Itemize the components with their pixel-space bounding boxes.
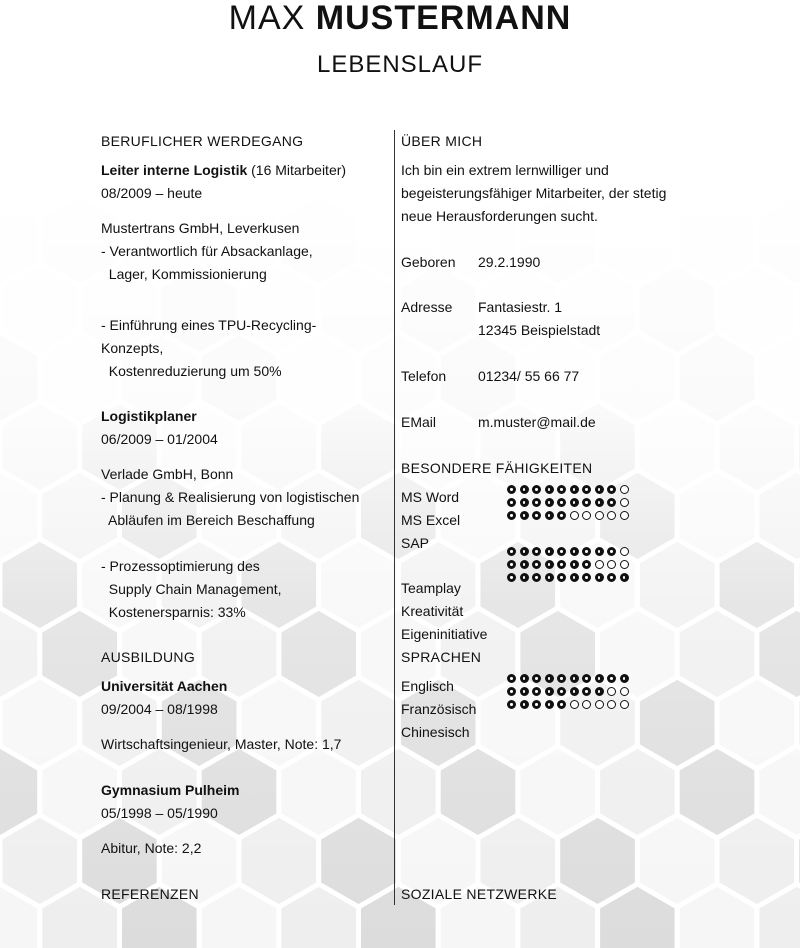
rating-dot-empty	[620, 700, 629, 709]
email-label: EMail	[401, 414, 437, 430]
email-value: m.muster@mail.de	[478, 414, 596, 430]
rating-dot-filled	[532, 687, 541, 696]
skill-rating	[507, 573, 637, 585]
full-name	[0, 0, 800, 38]
rating-dot-filled	[520, 687, 529, 696]
job1-title-line	[101, 161, 346, 179]
rating-dot-filled	[507, 547, 516, 556]
rating-dot-filled	[582, 674, 591, 683]
rating-dot-empty	[607, 700, 616, 709]
rating-dot-filled	[532, 674, 541, 683]
language-name: Chinesisch	[401, 724, 470, 740]
social-heading: SOZIALE NETZWERKE	[401, 886, 558, 902]
rating-dot-empty	[620, 485, 629, 494]
skill-rating	[507, 560, 637, 572]
rating-dot-filled	[507, 485, 516, 494]
rating-dot-filled	[532, 498, 541, 507]
rating-dot-filled	[507, 573, 516, 582]
language-rating	[507, 687, 637, 699]
language-rating	[507, 700, 637, 712]
rating-dot-filled	[520, 674, 529, 683]
rating-dot-empty	[595, 700, 604, 709]
rating-dot-empty	[582, 700, 591, 709]
school1-period: 09/2004 – 08/1998	[101, 701, 218, 717]
rating-dot-filled	[620, 573, 629, 582]
languages-heading: SPRACHEN	[401, 649, 482, 665]
language-rating	[507, 674, 637, 686]
born-label: Geboren	[401, 254, 456, 270]
job1-period: 08/2009 – heute	[101, 185, 203, 201]
school2-period: 05/1998 – 05/1990	[101, 805, 218, 821]
job1-line: - Einführung eines TPU-Recycling-	[101, 317, 317, 333]
rating-dot-empty	[582, 511, 591, 520]
rating-dot-filled	[532, 547, 541, 556]
job1-team: (16 Mitarbeiter)	[247, 162, 347, 178]
career-heading: BERUFLICHER WERDEGANG	[101, 133, 304, 149]
rating-dot-empty	[620, 687, 629, 696]
rating-dot-empty	[607, 560, 616, 569]
rating-dot-filled	[582, 485, 591, 494]
skill-name: Teamplay	[401, 580, 461, 596]
rating-dot-empty	[620, 560, 629, 569]
skill-rating	[507, 485, 637, 497]
born-value: 29.2.1990	[478, 254, 541, 270]
rating-dot-filled	[507, 511, 516, 520]
rating-dot-filled	[520, 485, 529, 494]
about-text-line: neue Herausforderungen sucht.	[401, 208, 598, 224]
rating-dot-empty	[607, 511, 616, 520]
rating-dot-filled	[582, 498, 591, 507]
rating-dot-filled	[557, 498, 566, 507]
about-text-line: begeisterungsfähiger Mitarbeiter, der stetig	[401, 185, 667, 201]
job2-line: - Prozessoptimierung des	[101, 558, 260, 574]
rating-dot-filled	[595, 687, 604, 696]
rating-dot-filled	[520, 498, 529, 507]
rating-dot-filled	[595, 674, 604, 683]
address-line1: Fantasiestr. 1	[478, 299, 563, 315]
job1-line: Konzepts,	[101, 340, 164, 356]
rating-dot-filled	[570, 498, 579, 507]
rating-dot-filled	[532, 573, 541, 582]
rating-dot-filled	[582, 573, 591, 582]
phone-value: 01234/ 55 66 77	[478, 368, 580, 384]
rating-dot-empty	[595, 511, 604, 520]
skills-heading: BESONDERE FÄHIGKEITEN	[401, 460, 593, 476]
rating-dot-filled	[557, 687, 566, 696]
job2-period: 06/2009 – 01/2004	[101, 431, 218, 447]
rating-dot-filled	[507, 687, 516, 696]
rating-dot-filled	[570, 674, 579, 683]
rating-dot-filled	[507, 560, 516, 569]
rating-dot-filled	[570, 485, 579, 494]
last-name: MUSTERMANN	[315, 0, 572, 37]
rating-dot-filled	[607, 547, 616, 556]
education-heading: AUSBILDUNG	[101, 649, 196, 665]
rating-dot-empty	[620, 511, 629, 520]
rating-dot-filled	[582, 687, 591, 696]
rating-dot-filled	[545, 674, 554, 683]
rating-dot-filled	[532, 511, 541, 520]
school2-detail: Abitur, Note: 2,2	[101, 840, 202, 856]
rating-dot-filled	[545, 547, 554, 556]
skill-name: SAP	[401, 535, 430, 551]
job2-line: Abläufen im Bereich Beschaffung	[101, 512, 315, 528]
rating-dot-filled	[557, 674, 566, 683]
skill-name: MS Word	[401, 489, 460, 505]
phone-label: Telefon	[401, 368, 447, 384]
job2-company: Verlade GmbH, Bonn	[101, 466, 234, 482]
rating-dot-empty	[620, 498, 629, 507]
rating-dot-filled	[557, 573, 566, 582]
job1-company: Mustertrans GmbH, Leverkusen	[101, 220, 300, 236]
language-name: Französisch	[401, 701, 477, 717]
school2-name: Gymnasium Pulheim	[101, 782, 240, 798]
rating-dot-filled	[582, 560, 591, 569]
rating-dot-filled	[545, 687, 554, 696]
rating-dot-empty	[595, 560, 604, 569]
rating-dot-filled	[607, 573, 616, 582]
about-text-line: Ich bin ein extrem lernwilliger und	[401, 162, 609, 178]
rating-dot-filled	[532, 700, 541, 709]
rating-dot-filled	[545, 498, 554, 507]
rating-dot-filled	[557, 547, 566, 556]
rating-dot-filled	[520, 560, 529, 569]
rating-dot-filled	[607, 674, 616, 683]
skill-name: MS Excel	[401, 512, 461, 528]
references-heading: REFERENZEN	[101, 886, 199, 902]
job2-line: - Planung & Realisierung von logistischen	[101, 489, 360, 505]
rating-dot-filled	[507, 674, 516, 683]
rating-dot-filled	[545, 700, 554, 709]
document-subtitle: LEBENSLAUF	[316, 51, 484, 78]
column-divider	[394, 130, 395, 905]
job1-line: - Verantwortlich für Absackanlage,	[101, 243, 313, 259]
job2-title: Logistikplaner	[101, 408, 197, 424]
job2-line: Supply Chain Management,	[101, 581, 282, 597]
rating-dot-filled	[607, 498, 616, 507]
rating-dot-filled	[570, 573, 579, 582]
skill-name: Kreativität	[401, 603, 464, 619]
rating-dot-filled	[620, 674, 629, 683]
rating-dot-filled	[595, 573, 604, 582]
rating-dot-filled	[557, 700, 566, 709]
rating-dot-filled	[570, 547, 579, 556]
rating-dot-filled	[520, 511, 529, 520]
rating-dot-filled	[532, 560, 541, 569]
job1-title: Leiter interne Logistik	[101, 162, 248, 178]
skill-name: Eigeninitiative	[401, 626, 488, 642]
address-label: Adresse	[401, 299, 453, 315]
rating-dot-filled	[520, 573, 529, 582]
rating-dot-filled	[582, 547, 591, 556]
rating-dot-filled	[545, 573, 554, 582]
rating-dot-filled	[532, 485, 541, 494]
rating-dot-filled	[570, 560, 579, 569]
rating-dot-filled	[595, 547, 604, 556]
rating-dot-empty	[570, 700, 579, 709]
rating-dot-filled	[595, 498, 604, 507]
rating-dot-filled	[545, 485, 554, 494]
rating-dot-empty	[620, 547, 629, 556]
address-line2: 12345 Beispielstadt	[478, 322, 601, 338]
school1-detail: Wirtschaftsingenieur, Master, Note: 1,7	[101, 736, 342, 752]
rating-dot-filled	[595, 485, 604, 494]
rating-dot-filled	[570, 687, 579, 696]
rating-dot-empty	[607, 687, 616, 696]
skill-rating	[507, 511, 637, 523]
rating-dot-filled	[607, 485, 616, 494]
first-name: MAX	[228, 0, 306, 37]
rating-dot-filled	[557, 511, 566, 520]
rating-dot-filled	[507, 498, 516, 507]
rating-dot-filled	[557, 560, 566, 569]
rating-dot-filled	[545, 560, 554, 569]
job1-line: Lager, Kommissionierung	[101, 266, 267, 282]
rating-dot-filled	[520, 700, 529, 709]
skill-rating	[507, 498, 637, 510]
rating-dot-filled	[545, 511, 554, 520]
skill-rating	[507, 547, 637, 559]
job2-line: Kostenersparnis: 33%	[101, 604, 246, 620]
rating-dot-filled	[520, 547, 529, 556]
language-name: Englisch	[401, 678, 454, 694]
school1-name: Universität Aachen	[101, 678, 228, 694]
rating-dot-filled	[557, 485, 566, 494]
rating-dot-empty	[570, 511, 579, 520]
about-heading: ÜBER MICH	[401, 133, 483, 149]
rating-dot-filled	[507, 700, 516, 709]
job1-line: Kostenreduzierung um 50%	[101, 363, 282, 379]
